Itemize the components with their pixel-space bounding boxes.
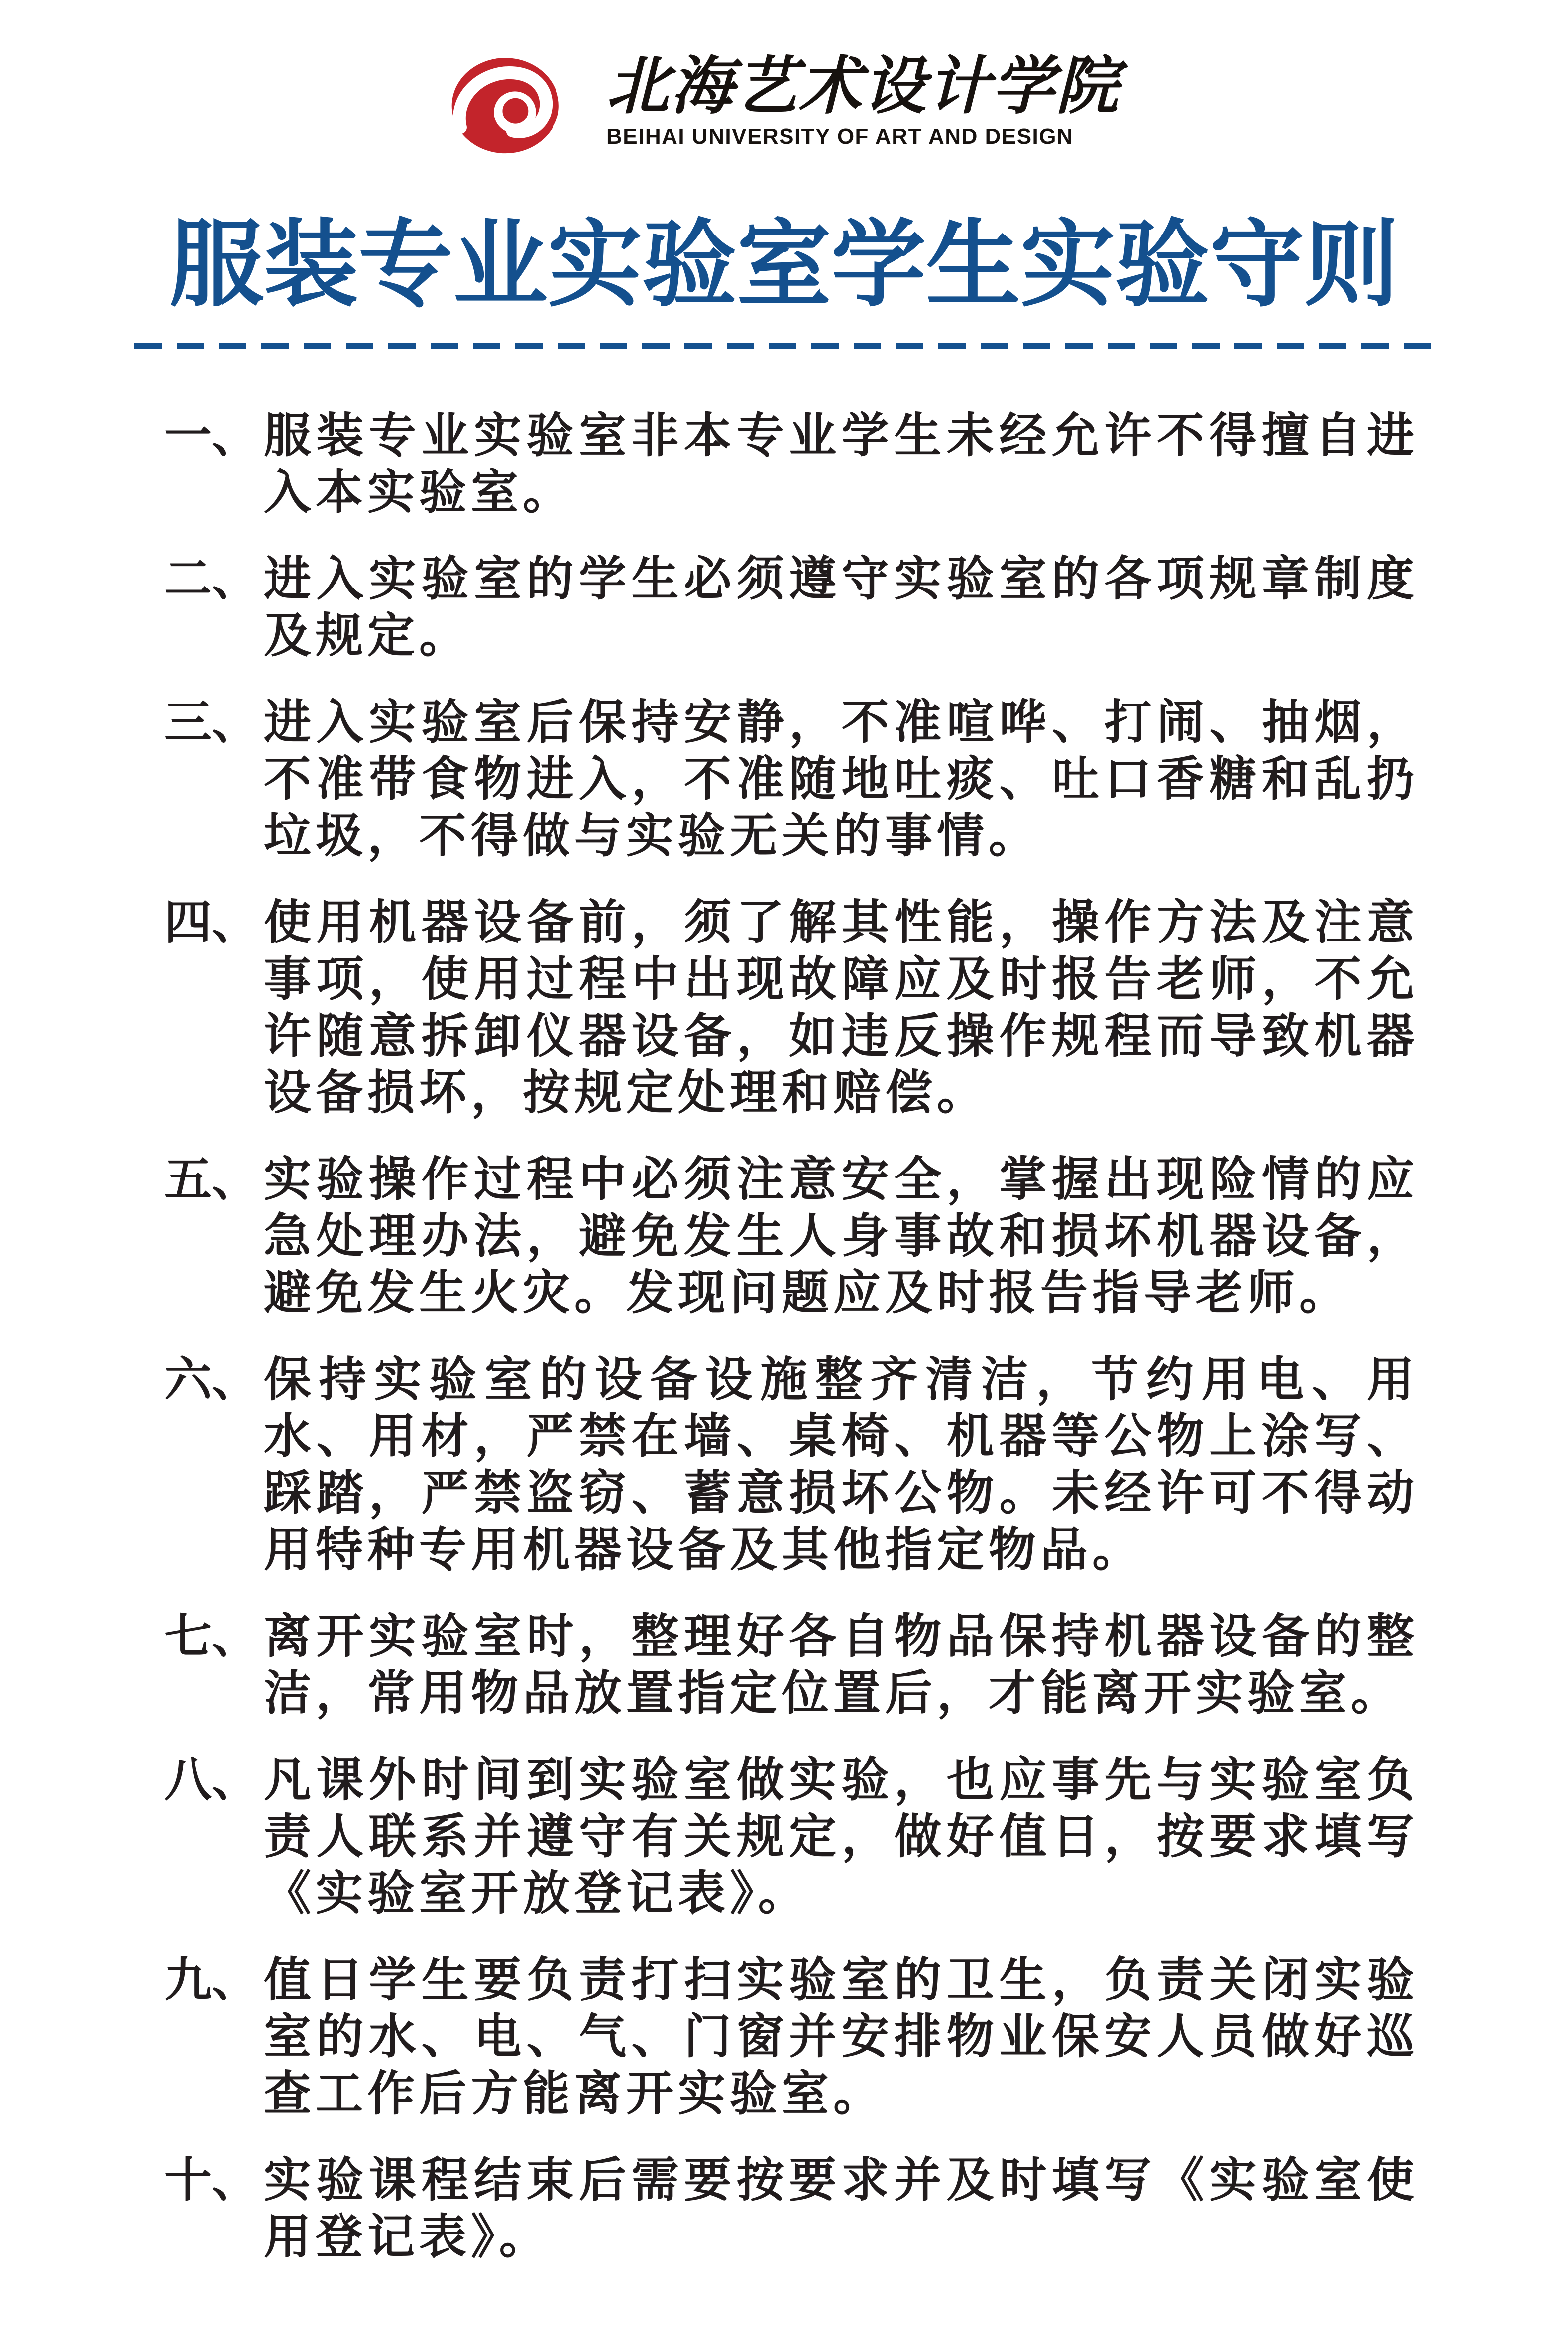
rule-item-10 — [164, 2152, 1419, 2265]
rule-number: 二、 — [164, 553, 259, 605]
rule-text: 保持实验室的设备设施整齐清洁，节约用电、用水、用材，严禁在墙、桌椅、机器等公物上涂写、踩踏，严禁盗窃、蓄意损坏公物。未经许可不得动用特种专用机器设备及其他指定物品。 — [264, 1353, 1419, 1576]
rule-item-6 — [164, 1351, 1419, 1578]
rule-number: 五、 — [164, 1153, 259, 1206]
rule-item-3 — [164, 694, 1419, 864]
rule-item-9 — [164, 1952, 1419, 2122]
rule-item-7 — [164, 1608, 1419, 1722]
rule-text: 值日学生要负责打扫实验室的卫生，负责关闭实验室的水、电、气、门窗并安排物业保安人员做好巡查工作后方能离开实验室。 — [264, 1954, 1419, 2120]
logo-swirl-icon — [448, 55, 567, 160]
rule-text: 实验课程结束后需要按要求并及时填写《实验室使用登记表》。 — [264, 2154, 1419, 2263]
page-title: 服装专业实验室学生实验守则 — [169, 212, 1399, 318]
rule-text: 进入实验室的学生必须遵守实验室的各项规章制度及规定。 — [264, 553, 1419, 662]
university-name-chinese: 北海艺术设计学院 — [606, 48, 1120, 122]
rule-item-1 — [164, 407, 1419, 521]
rule-number: 四、 — [164, 896, 259, 949]
rule-number: 九、 — [164, 1954, 259, 2006]
rule-number: 七、 — [164, 1610, 259, 1663]
rule-number: 一、 — [164, 409, 259, 462]
rule-number: 八、 — [164, 1754, 259, 1806]
rule-item-5 — [164, 1151, 1419, 1321]
rule-text: 凡课外时间到实验室做实验，也应事先与实验室负责人联系并遵守有关规定，做好值日，按要求填写《实验室开放登记表》。 — [264, 1754, 1419, 1920]
rule-text: 实验操作过程中必须注意安全，掌握出现险情的应急处理办法，避免发生人身事故和损坏机器设备，避免发生火灾。发现问题应及时报告指导老师。 — [264, 1153, 1419, 1319]
rule-item-8 — [164, 1752, 1419, 1922]
rule-item-2 — [164, 551, 1419, 664]
rule-number: 十、 — [164, 2154, 259, 2207]
rule-text: 离开实验室时，整理好各自物品保持机器设备的整洁，常用物品放置指定位置后，才能离开实验室。 — [264, 1610, 1419, 1720]
rule-text: 服装专业实验室非本专业学生未经允许不得擅自进入本实验室。 — [264, 409, 1419, 519]
rule-text: 进入实验室后保持安静，不准喧哗、打闹、抽烟，不准带食物进入，不准随地吐痰、吐口香糖和乱扔垃圾，不得做与实验无关的事情。 — [264, 696, 1419, 862]
rules-list — [164, 407, 1419, 2265]
rule-text: 使用机器设备前，须了解其性能，操作方法及注意事项，使用过程中出现故障应及时报告老师，不允许随意拆卸仪器设备，如违反操作规程而导致机器设备损坏，按规定处理和赔偿。 — [264, 896, 1419, 1119]
rule-item-4 — [164, 894, 1419, 1121]
rule-number: 六、 — [164, 1353, 259, 1406]
university-logo — [0, 0, 1568, 160]
title-underline-dashes — [134, 343, 1434, 349]
logo-text-block — [606, 48, 1120, 149]
rule-number: 三、 — [164, 696, 259, 749]
university-name-english: BEIHAI UNIVERSITY OF ART AND DESIGN — [606, 124, 1074, 149]
